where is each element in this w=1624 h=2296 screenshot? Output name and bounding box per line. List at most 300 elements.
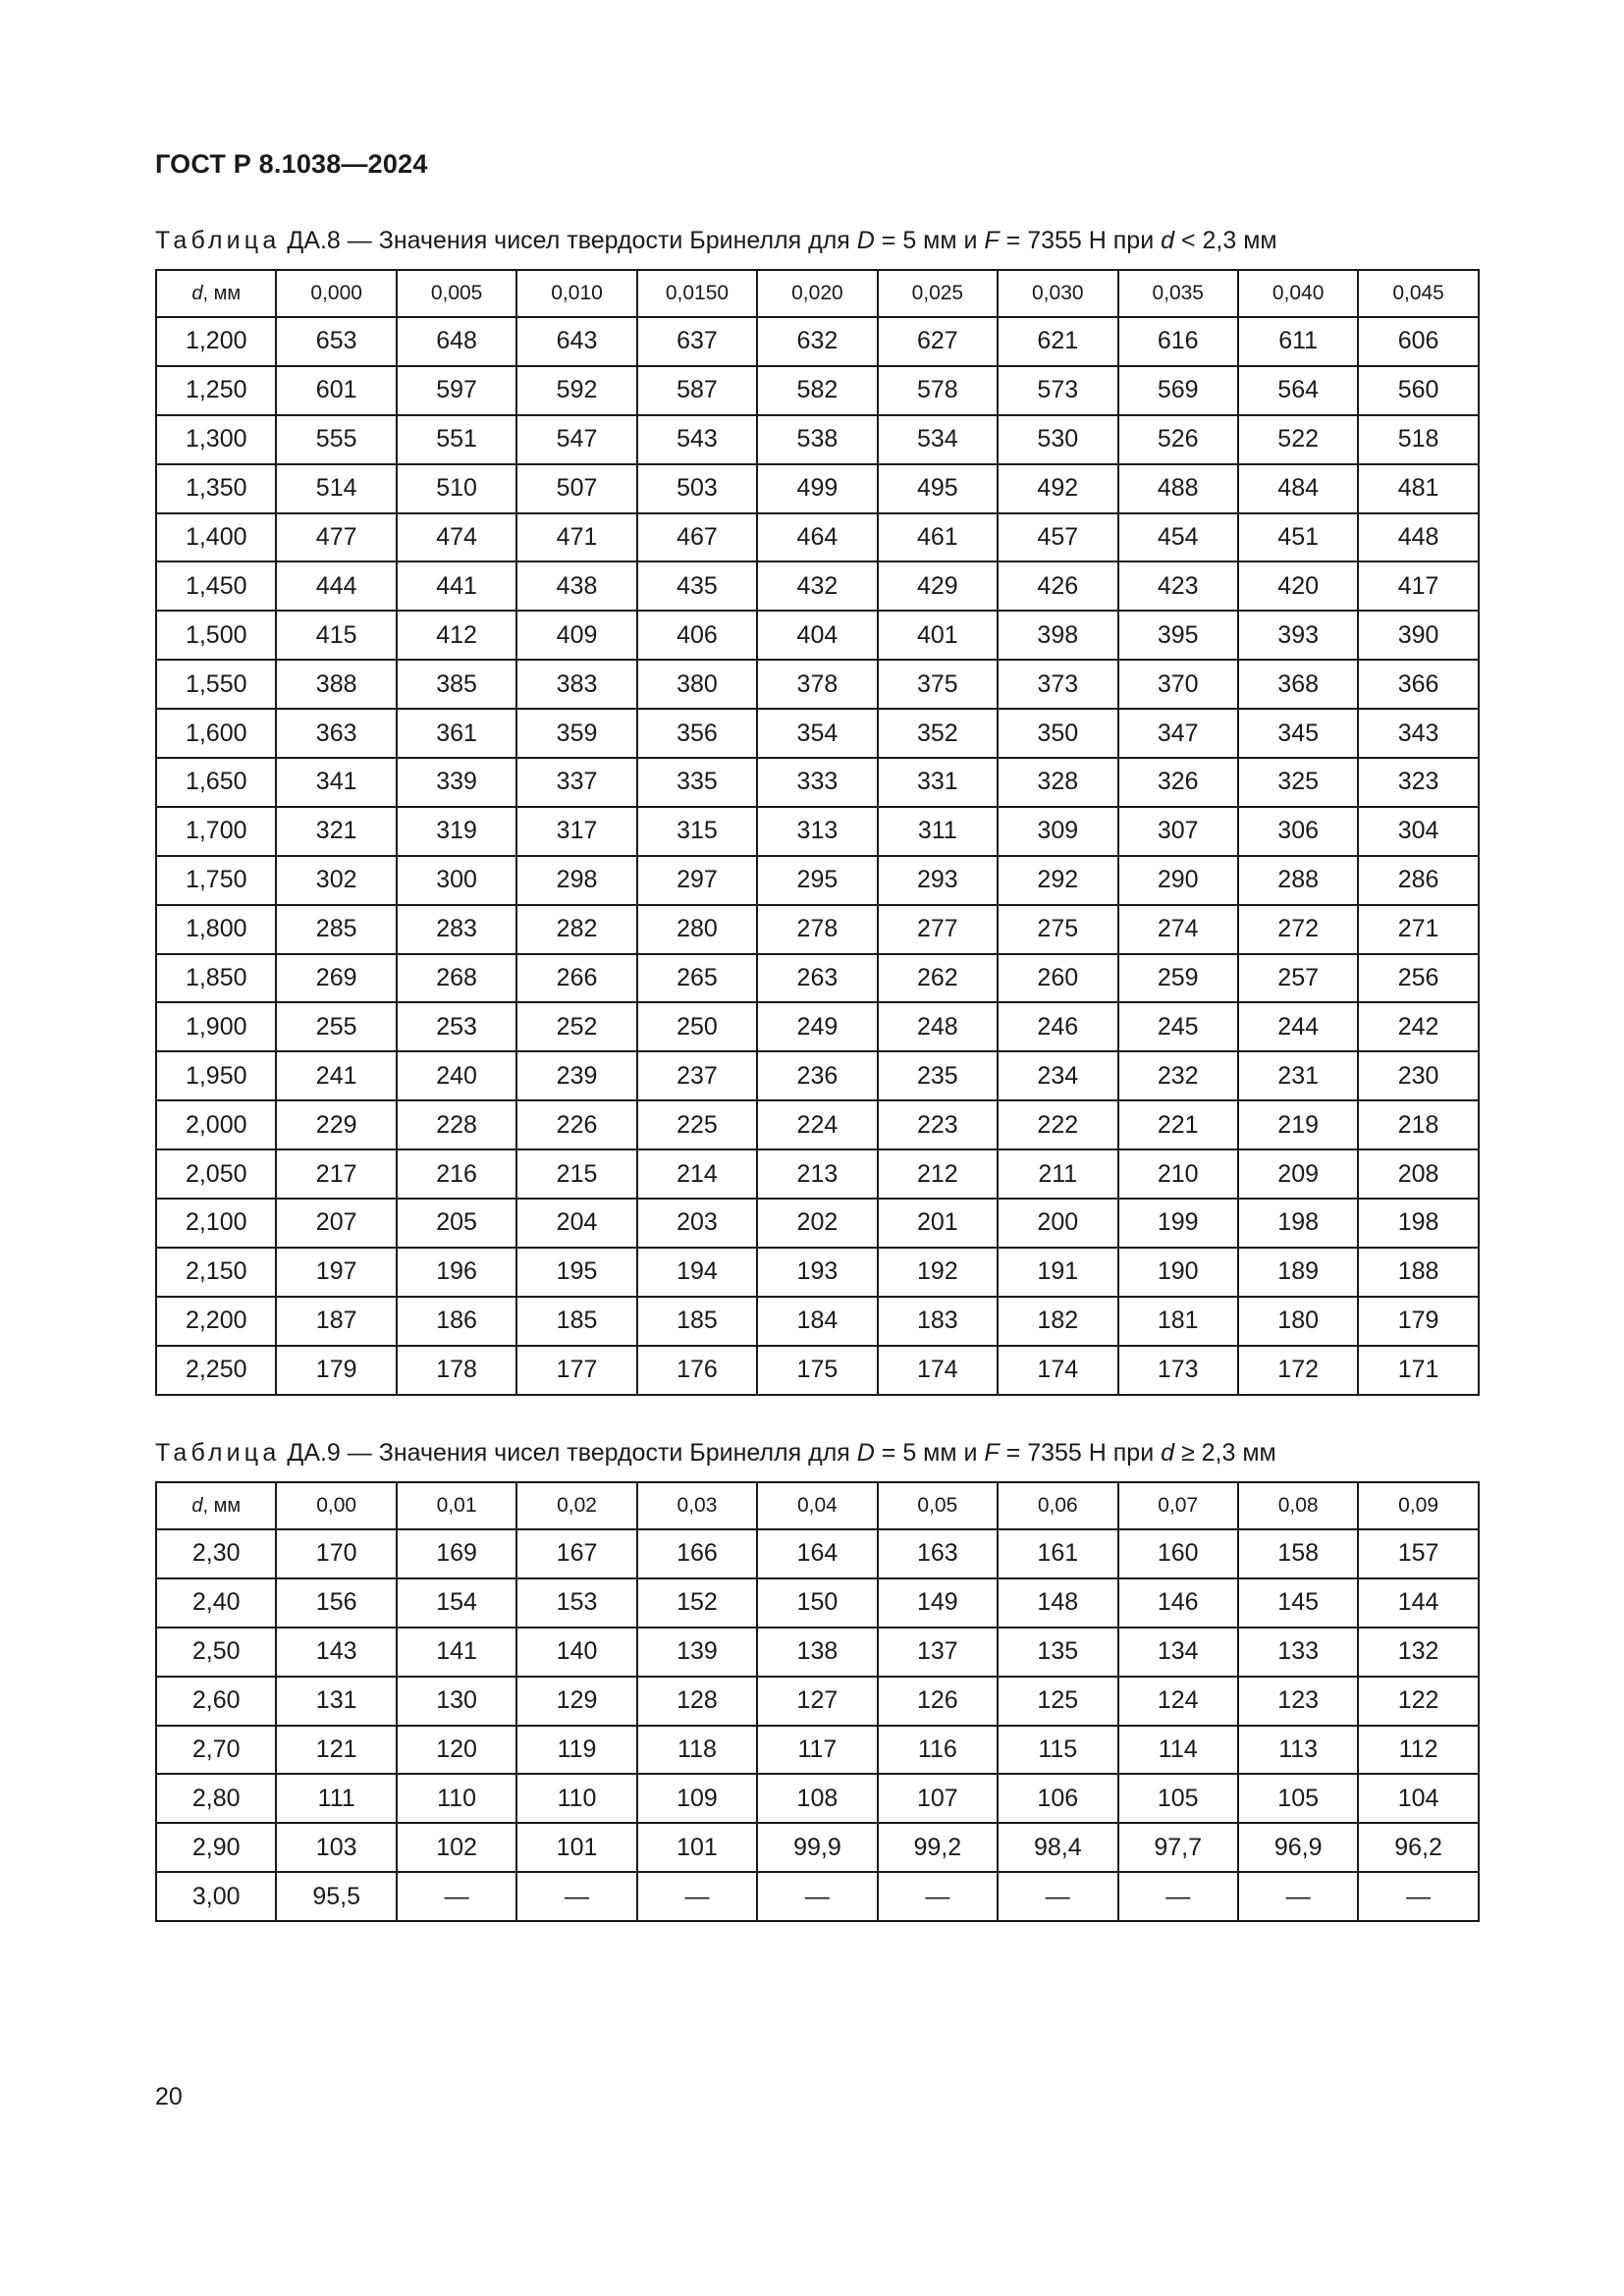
table-row — [156, 415, 1479, 464]
table-cell: 438 — [516, 561, 636, 611]
table-cell: 530 — [998, 415, 1117, 464]
table-cell: 522 — [1238, 415, 1358, 464]
table-cell: 564 — [1238, 366, 1358, 415]
table-cell: 285 — [276, 905, 396, 954]
table-cell: 225 — [637, 1100, 757, 1149]
table-cell: 503 — [637, 464, 757, 513]
table-cell: 240 — [397, 1051, 516, 1100]
table-cell: 107 — [878, 1774, 998, 1823]
table-cell: 189 — [1238, 1248, 1358, 1297]
table-cell: 361 — [397, 709, 516, 758]
table-cell: 139 — [637, 1628, 757, 1677]
table-cell: 448 — [1358, 513, 1478, 562]
table-cell: 420 — [1238, 561, 1358, 611]
table-cell: 148 — [998, 1578, 1117, 1628]
table-cell: 179 — [1358, 1297, 1478, 1346]
table-cell: 185 — [637, 1297, 757, 1346]
table-cell: 116 — [878, 1726, 998, 1775]
column-header-d — [156, 270, 276, 317]
table-cell: 488 — [1118, 464, 1238, 513]
table-cell: 218 — [1358, 1100, 1478, 1149]
table-cell: 141 — [397, 1628, 516, 1677]
table-cell: 272 — [1238, 905, 1358, 954]
table-cell: 226 — [516, 1100, 636, 1149]
table-row — [156, 366, 1479, 415]
table-row — [156, 561, 1479, 611]
column-header: 0,045 — [1358, 270, 1478, 317]
table-cell: 359 — [516, 709, 636, 758]
table-cell: 217 — [276, 1149, 396, 1199]
table-cell: 138 — [757, 1628, 877, 1677]
table-cell: 133 — [1238, 1628, 1358, 1677]
caption-label: Таблица — [155, 227, 281, 254]
table-row — [156, 807, 1479, 856]
table-cell: 237 — [637, 1051, 757, 1100]
table-cell: — — [1238, 1872, 1358, 1921]
table-cell: 309 — [998, 807, 1117, 856]
row-header-cell: 2,60 — [156, 1677, 276, 1726]
table-cell: 409 — [516, 611, 636, 660]
table-cell: 224 — [757, 1100, 877, 1149]
table-cell: 117 — [757, 1726, 877, 1775]
table-row — [156, 660, 1479, 709]
table-cell: 298 — [516, 856, 636, 905]
caption-text: ДА.8 — Значения чисел твердости Бринелля для — [280, 227, 857, 254]
table-cell: 510 — [397, 464, 516, 513]
table-cell: 484 — [1238, 464, 1358, 513]
table-cell: 101 — [637, 1823, 757, 1872]
table-cell: 102 — [397, 1823, 516, 1872]
table-cell: 343 — [1358, 709, 1478, 758]
table-cell: 560 — [1358, 366, 1478, 415]
table-cell: 167 — [516, 1529, 636, 1578]
table-cell: 350 — [998, 709, 1117, 758]
table-cell: 268 — [397, 954, 516, 1003]
table-cell: 249 — [757, 1002, 877, 1051]
column-header-d — [156, 1482, 276, 1529]
table-cell: 124 — [1118, 1677, 1238, 1726]
table-cell: 390 — [1358, 611, 1478, 660]
table-cell: 375 — [878, 660, 998, 709]
row-header-cell: 2,30 — [156, 1529, 276, 1578]
table-row — [156, 317, 1479, 366]
caption-text: ДА.9 — Значения чисел твердости Бринелля для — [280, 1439, 857, 1467]
table-cell: 388 — [276, 660, 396, 709]
table-cell: 319 — [397, 807, 516, 856]
table-cell: 221 — [1118, 1100, 1238, 1149]
table-cell: 96,9 — [1238, 1823, 1358, 1872]
table-cell: 464 — [757, 513, 877, 562]
table-cell: 98,4 — [998, 1823, 1117, 1872]
table-row — [156, 1346, 1479, 1395]
table-cell: 234 — [998, 1051, 1117, 1100]
table-cell: 200 — [998, 1199, 1117, 1248]
table-cell: 195 — [516, 1248, 636, 1297]
table-cell: 302 — [276, 856, 396, 905]
row-header-cell: 1,750 — [156, 856, 276, 905]
table-cell: 202 — [757, 1199, 877, 1248]
table-cell: 239 — [516, 1051, 636, 1100]
table-cell: 205 — [397, 1199, 516, 1248]
table-cell: 160 — [1118, 1529, 1238, 1578]
table-cell: 204 — [516, 1199, 636, 1248]
table-cell: 611 — [1238, 317, 1358, 366]
table-cell: 461 — [878, 513, 998, 562]
table-row — [156, 1051, 1479, 1100]
table-row — [156, 1529, 1479, 1578]
table-cell: 492 — [998, 464, 1117, 513]
caption-var-d-upper: D — [856, 1439, 875, 1467]
table-cell: 153 — [516, 1578, 636, 1628]
table-cell: 112 — [1358, 1726, 1478, 1775]
table-row — [156, 1872, 1479, 1921]
table-cell: 653 — [276, 317, 396, 366]
table-cell: 547 — [516, 415, 636, 464]
table-cell: 244 — [1238, 1002, 1358, 1051]
table-cell: 398 — [998, 611, 1117, 660]
table-cell: 293 — [878, 856, 998, 905]
table-row — [156, 1628, 1479, 1677]
row-header-cell: 2,200 — [156, 1297, 276, 1346]
column-header: 0,03 — [637, 1482, 757, 1529]
table-cell: 185 — [516, 1297, 636, 1346]
table-cell: 95,5 — [276, 1872, 396, 1921]
table-cell: 114 — [1118, 1726, 1238, 1775]
table-cell: 229 — [276, 1100, 396, 1149]
table-cell: 335 — [637, 758, 757, 807]
table-cell: 507 — [516, 464, 636, 513]
table-cell: 222 — [998, 1100, 1117, 1149]
table-cell: 555 — [276, 415, 396, 464]
table-cell: 307 — [1118, 807, 1238, 856]
row-header-cell: 1,500 — [156, 611, 276, 660]
table-cell: 132 — [1358, 1628, 1478, 1677]
column-header: 0,020 — [757, 270, 877, 317]
table-cell: 337 — [516, 758, 636, 807]
table-cell: 429 — [878, 561, 998, 611]
table-cell: 143 — [276, 1628, 396, 1677]
table-cell: 242 — [1358, 1002, 1478, 1051]
caption-var-f: F — [984, 1439, 1000, 1467]
column-header: 0,035 — [1118, 270, 1238, 317]
table-cell: 213 — [757, 1149, 877, 1199]
table-cell: 643 — [516, 317, 636, 366]
table-cell: 122 — [1358, 1677, 1478, 1726]
caption-text: = 5 мм и — [874, 227, 985, 254]
table-cell: 404 — [757, 611, 877, 660]
row-header-cell: 1,600 — [156, 709, 276, 758]
table-cell: 161 — [998, 1529, 1117, 1578]
row-header-cell: 2,90 — [156, 1823, 276, 1872]
column-header: 0,08 — [1238, 1482, 1358, 1529]
column-header: 0,09 — [1358, 1482, 1478, 1529]
table-cell: 347 — [1118, 709, 1238, 758]
table-cell: 317 — [516, 807, 636, 856]
column-header: 0,05 — [878, 1482, 998, 1529]
table-cell: 313 — [757, 807, 877, 856]
table-cell: 145 — [1238, 1578, 1358, 1628]
table-cell: 210 — [1118, 1149, 1238, 1199]
row-header-cell: 2,150 — [156, 1248, 276, 1297]
table-cell: 352 — [878, 709, 998, 758]
table-cell: 300 — [397, 856, 516, 905]
table-cell: 164 — [757, 1529, 877, 1578]
table-cell: 406 — [637, 611, 757, 660]
table-cell: 426 — [998, 561, 1117, 611]
column-header: 0,01 — [397, 1482, 516, 1529]
table-cell: 215 — [516, 1149, 636, 1199]
table-cell: 235 — [878, 1051, 998, 1100]
table-cell: 134 — [1118, 1628, 1238, 1677]
table-da9-caption — [155, 1439, 1276, 1468]
table-cell: 514 — [276, 464, 396, 513]
table-cell: 150 — [757, 1578, 877, 1628]
table-cell: 280 — [637, 905, 757, 954]
table-cell: 183 — [878, 1297, 998, 1346]
table-cell: — — [1358, 1872, 1478, 1921]
column-header: 0,07 — [1118, 1482, 1238, 1529]
row-header-cell: 1,650 — [156, 758, 276, 807]
row-header-cell: 1,350 — [156, 464, 276, 513]
table-cell: 156 — [276, 1578, 396, 1628]
table-cell: 232 — [1118, 1051, 1238, 1100]
table-cell: 637 — [637, 317, 757, 366]
table-cell: 283 — [397, 905, 516, 954]
table-cell: 111 — [276, 1774, 396, 1823]
table-cell: 158 — [1238, 1529, 1358, 1578]
table-cell: — — [878, 1872, 998, 1921]
column-header-unit: , мм — [202, 282, 242, 304]
table-cell: 248 — [878, 1002, 998, 1051]
table-cell: 198 — [1358, 1199, 1478, 1248]
row-header-cell: 1,950 — [156, 1051, 276, 1100]
column-header-var: d — [191, 1494, 203, 1517]
table-cell: 275 — [998, 905, 1117, 954]
table-cell: 451 — [1238, 513, 1358, 562]
table-cell: 119 — [516, 1726, 636, 1775]
table-cell: 214 — [637, 1149, 757, 1199]
table-cell: 257 — [1238, 954, 1358, 1003]
table-cell: 444 — [276, 561, 396, 611]
table-cell: 196 — [397, 1248, 516, 1297]
table-cell: 256 — [1358, 954, 1478, 1003]
table-cell: 191 — [998, 1248, 1117, 1297]
column-header: 0,025 — [878, 270, 998, 317]
table-cell: 356 — [637, 709, 757, 758]
table-cell: 333 — [757, 758, 877, 807]
table-cell: 253 — [397, 1002, 516, 1051]
table-row — [156, 1297, 1479, 1346]
table-cell: 149 — [878, 1578, 998, 1628]
table-cell: 380 — [637, 660, 757, 709]
table-cell: 181 — [1118, 1297, 1238, 1346]
table-cell: 208 — [1358, 1149, 1478, 1199]
row-header-cell: 1,200 — [156, 317, 276, 366]
table-cell: 587 — [637, 366, 757, 415]
table-cell: 441 — [397, 561, 516, 611]
table-cell: 171 — [1358, 1346, 1478, 1395]
table-cell: 597 — [397, 366, 516, 415]
table-cell: 130 — [397, 1677, 516, 1726]
table-cell: 331 — [878, 758, 998, 807]
table-cell: 370 — [1118, 660, 1238, 709]
column-header: 0,005 — [397, 270, 516, 317]
table-row — [156, 954, 1479, 1003]
table-cell: 266 — [516, 954, 636, 1003]
table-cell: — — [1118, 1872, 1238, 1921]
table-cell: 115 — [998, 1726, 1117, 1775]
table-cell: 471 — [516, 513, 636, 562]
table-cell: 174 — [998, 1346, 1117, 1395]
column-header: 0,0150 — [637, 270, 757, 317]
table-cell: 108 — [757, 1774, 877, 1823]
table-da9 — [155, 1481, 1480, 1922]
table-cell: 211 — [998, 1149, 1117, 1199]
table-cell: 105 — [1118, 1774, 1238, 1823]
table-cell: 97,7 — [1118, 1823, 1238, 1872]
table-cell: 209 — [1238, 1149, 1358, 1199]
row-header-cell: 2,80 — [156, 1774, 276, 1823]
table-cell: 341 — [276, 758, 396, 807]
table-row — [156, 905, 1479, 954]
table-cell: 601 — [276, 366, 396, 415]
table-cell: 569 — [1118, 366, 1238, 415]
table-cell: 368 — [1238, 660, 1358, 709]
table-cell: 260 — [998, 954, 1117, 1003]
table-cell: 192 — [878, 1248, 998, 1297]
table-cell: 152 — [637, 1578, 757, 1628]
caption-text: ≥ 2,3 мм — [1174, 1439, 1276, 1467]
table-da8-caption — [155, 227, 1277, 255]
table-cell: 105 — [1238, 1774, 1358, 1823]
row-header-cell: 2,40 — [156, 1578, 276, 1628]
column-header: 0,030 — [998, 270, 1117, 317]
table-row — [156, 856, 1479, 905]
row-header-cell: 2,000 — [156, 1100, 276, 1149]
table-cell: 432 — [757, 561, 877, 611]
table-cell: 99,2 — [878, 1823, 998, 1872]
table-cell: 526 — [1118, 415, 1238, 464]
table-cell: 99,9 — [757, 1823, 877, 1872]
table-cell: 435 — [637, 561, 757, 611]
table-cell: 175 — [757, 1346, 877, 1395]
table-cell: — — [516, 1872, 636, 1921]
table-cell: 212 — [878, 1149, 998, 1199]
table-cell: 190 — [1118, 1248, 1238, 1297]
table-cell: 180 — [1238, 1297, 1358, 1346]
table-cell: 265 — [637, 954, 757, 1003]
table-row — [156, 1248, 1479, 1297]
table-cell: 106 — [998, 1774, 1117, 1823]
column-header: 0,02 — [516, 1482, 636, 1529]
table-cell: 125 — [998, 1677, 1117, 1726]
table-cell: 457 — [998, 513, 1117, 562]
row-header-cell: 1,550 — [156, 660, 276, 709]
table-cell: 288 — [1238, 856, 1358, 905]
table-cell: 538 — [757, 415, 877, 464]
row-header-cell: 2,50 — [156, 1628, 276, 1677]
table-cell: 578 — [878, 366, 998, 415]
column-header: 0,04 — [757, 1482, 877, 1529]
table-cell: 173 — [1118, 1346, 1238, 1395]
table-cell: 323 — [1358, 758, 1478, 807]
table-cell: 120 — [397, 1726, 516, 1775]
table-cell: 184 — [757, 1297, 877, 1346]
table-cell: 178 — [397, 1346, 516, 1395]
column-header-var: d — [191, 282, 203, 304]
column-header: 0,040 — [1238, 270, 1358, 317]
table-cell: 592 — [516, 366, 636, 415]
table-cell: 383 — [516, 660, 636, 709]
caption-text: = 7355 Н при — [999, 227, 1162, 254]
caption-var-f: F — [984, 227, 1000, 254]
table-cell: 144 — [1358, 1578, 1478, 1628]
row-header-cell: 3,00 — [156, 1872, 276, 1921]
column-header-unit: , мм — [202, 1494, 242, 1517]
table-cell: 282 — [516, 905, 636, 954]
table-cell: 113 — [1238, 1726, 1358, 1775]
table-cell: 170 — [276, 1529, 396, 1578]
table-body — [156, 1529, 1479, 1921]
table-cell: 103 — [276, 1823, 396, 1872]
table-cell: 543 — [637, 415, 757, 464]
table-cell: 262 — [878, 954, 998, 1003]
table-cell: 551 — [397, 415, 516, 464]
table-cell: — — [998, 1872, 1117, 1921]
table-row — [156, 1002, 1479, 1051]
row-header-cell: 1,800 — [156, 905, 276, 954]
table-cell: 401 — [878, 611, 998, 660]
table-cell: 259 — [1118, 954, 1238, 1003]
row-header-cell: 1,700 — [156, 807, 276, 856]
table-cell: 231 — [1238, 1051, 1358, 1100]
caption-var-d: d — [1161, 227, 1175, 254]
table-cell: 121 — [276, 1726, 396, 1775]
table-cell: 263 — [757, 954, 877, 1003]
table-cell: 154 — [397, 1578, 516, 1628]
table-cell: 363 — [276, 709, 396, 758]
table-cell: 495 — [878, 464, 998, 513]
table-cell: 172 — [1238, 1346, 1358, 1395]
table-cell: 230 — [1358, 1051, 1478, 1100]
table-cell: 292 — [998, 856, 1117, 905]
table-cell: — — [397, 1872, 516, 1921]
table-cell: 163 — [878, 1529, 998, 1578]
table-cell: 146 — [1118, 1578, 1238, 1628]
caption-var-d: d — [1161, 1439, 1175, 1467]
column-header: 0,010 — [516, 270, 636, 317]
caption-text: < 2,3 мм — [1174, 227, 1277, 254]
row-header-cell: 2,250 — [156, 1346, 276, 1395]
table-cell: 245 — [1118, 1002, 1238, 1051]
table-cell: 228 — [397, 1100, 516, 1149]
table-cell: 101 — [516, 1823, 636, 1872]
table-cell: 534 — [878, 415, 998, 464]
table-row — [156, 1823, 1479, 1872]
table-cell: 186 — [397, 1297, 516, 1346]
table-body — [156, 317, 1479, 1395]
table-cell: 236 — [757, 1051, 877, 1100]
table-cell: 203 — [637, 1199, 757, 1248]
table-cell: 109 — [637, 1774, 757, 1823]
table-cell: 246 — [998, 1002, 1117, 1051]
table-row — [156, 611, 1479, 660]
table-cell: 315 — [637, 807, 757, 856]
table-cell: 201 — [878, 1199, 998, 1248]
table-cell: 157 — [1358, 1529, 1478, 1578]
table-cell: 304 — [1358, 807, 1478, 856]
table-cell: 321 — [276, 807, 396, 856]
